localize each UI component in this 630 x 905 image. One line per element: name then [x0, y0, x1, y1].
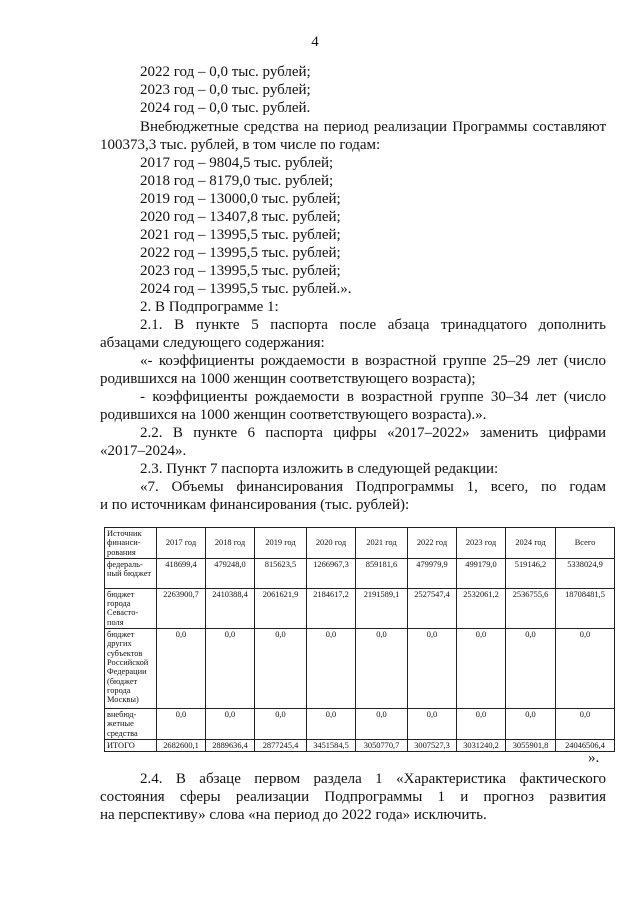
paragraph-line: 2.4. В абзаце первом раздела 1 «Характеристика фактического [140, 771, 606, 787]
row-label: бюджет города Севасто-поля [105, 588, 157, 628]
table-row [105, 629, 615, 709]
header-year: 2021 год [356, 528, 408, 559]
table-cell: 815623,5 [255, 558, 307, 588]
text-line: 2024 год – 0,0 тыс. рублей. [140, 100, 311, 116]
paragraph-line: состояния сферы реализации Подпрограммы 1 и прогноз развития [100, 789, 606, 805]
year-item: 2023 год – 13995,5 тыс. рублей; [140, 263, 341, 279]
year-item: 2019 год – 13000,0 тыс. рублей; [140, 191, 341, 207]
table-cell: 0,0 [157, 709, 206, 740]
table-cell: 2410388,4 [206, 588, 255, 628]
paragraph-line: «2017–2024». [100, 443, 187, 459]
header-year: 2023 год [457, 528, 506, 559]
paragraph-line: 100373,3 тыс. рублей, в том числе по годам: [100, 137, 381, 153]
table-cell: 3007527,3 [408, 739, 457, 751]
header-year: 2020 год [307, 528, 356, 559]
year-item: 2018 год – 8179,0 тыс. рублей; [140, 173, 334, 189]
financing-table [104, 527, 615, 752]
table-cell: 0,0 [457, 709, 506, 740]
table-cell: 3031240,2 [457, 739, 506, 751]
table-cell: 3055901,8 [506, 739, 556, 751]
row-label: федераль-ный бюджет [105, 558, 157, 588]
row-label: бюджет других субъектов Российской Федерации (бюджет города Москвы) [105, 629, 157, 709]
table-cell: 859181,6 [356, 558, 408, 588]
table-header-row [105, 528, 615, 559]
table-cell: 3451584,5 [307, 739, 356, 751]
text-line: 2022 год – 0,0 тыс. рублей; [140, 64, 311, 80]
page-number: 4 [311, 34, 319, 50]
table-row [105, 709, 615, 740]
header-source: Источник финанси-рования [105, 528, 157, 559]
paragraph-line: «- коэффициенты рождаемости в возрастной группе 25–29 лет (число [140, 353, 606, 369]
table-cell: 0,0 [255, 629, 307, 709]
row-label: внебюд-жетные средства [105, 709, 157, 740]
table-cell: 0,0 [408, 629, 457, 709]
header-total: Всего [556, 528, 615, 559]
table-cell: 0,0 [206, 709, 255, 740]
header-year: 2024 год [506, 528, 556, 559]
table-cell: 0,0 [157, 629, 206, 709]
paragraph-line: «7. Объемы финансирования Подпрограммы 1, всего, по годам [140, 479, 606, 495]
paragraph-line: на перспективу» слова «на период до 2022 года» исключить. [100, 807, 487, 823]
year-item: 2017 год – 9804,5 тыс. рублей; [140, 155, 334, 171]
year-item: 2022 год – 13995,5 тыс. рублей; [140, 245, 341, 261]
year-item: 2020 год – 13407,8 тыс. рублей; [140, 209, 341, 225]
year-item: 2024 год – 13995,5 тыс. рублей.». [140, 281, 352, 297]
paragraph-line: абзацами следующего содержания: [100, 335, 325, 351]
table-cell: 519146,2 [506, 558, 556, 588]
header-year: 2017 год [157, 528, 206, 559]
paragraph-line: Внебюджетные средства на период реализации Программы составляют [140, 119, 606, 135]
table-cell: 0,0 [356, 629, 408, 709]
table-cell: 2536755,6 [506, 588, 556, 628]
table-cell-total: 5338024,9 [556, 558, 615, 588]
table-cell-total: 24046506,4 [556, 739, 615, 751]
paragraph-line: родившихся на 1000 женщин соответствующего возраста).». [100, 407, 487, 423]
row-label: ИТОГО [105, 739, 157, 751]
table-cell: 2061621,9 [255, 588, 307, 628]
table-cell: 0,0 [457, 629, 506, 709]
table-cell: 2263900,7 [157, 588, 206, 628]
table-cell: 0,0 [408, 709, 457, 740]
table-cell: 418699,4 [157, 558, 206, 588]
table-cell: 2527547,4 [408, 588, 457, 628]
paragraph-line: - коэффициенты рождаемости в возрастной группе 30–34 лет (число [140, 389, 606, 405]
table-cell-total: 0,0 [556, 709, 615, 740]
paragraph-line: 2.3. Пункт 7 паспорта изложить в следующей редакции: [140, 461, 499, 477]
table-cell: 0,0 [506, 709, 556, 740]
table-row [105, 588, 615, 628]
table-cell: 2889636,4 [206, 739, 255, 751]
table-cell: 2184617,2 [307, 588, 356, 628]
table-cell: 3050770,7 [356, 739, 408, 751]
paragraph-line: родившихся на 1000 женщин соответствующего возраста); [100, 371, 476, 387]
table-cell: 0,0 [206, 629, 255, 709]
table-cell: 0,0 [307, 629, 356, 709]
table-cell: 479248,0 [206, 558, 255, 588]
table-cell: 0,0 [255, 709, 307, 740]
paragraph-line: 2.1. В пункте 5 паспорта после абзаца тринадцатого дополнить [140, 317, 606, 333]
table-cell: 479979,9 [408, 558, 457, 588]
table-row [105, 558, 615, 588]
table-cell: 0,0 [506, 629, 556, 709]
header-year: 2022 год [408, 528, 457, 559]
table-cell: 2532061,2 [457, 588, 506, 628]
table-cell-total: 0,0 [556, 629, 615, 709]
paragraph-line: и по источникам финансирования (тыс. рублей): [100, 497, 410, 513]
table-cell-total: 18708481,5 [556, 588, 615, 628]
table-cell: 2682600,1 [157, 739, 206, 751]
table-cell: 499179,0 [457, 558, 506, 588]
table-cell: 2877245,4 [255, 739, 307, 751]
table-cell: 1266967,3 [307, 558, 356, 588]
item-heading: 2. В Подпрограмме 1: [140, 299, 279, 315]
year-item: 2021 год – 13995,5 тыс. рублей; [140, 227, 341, 243]
paragraph-line: 2.2. В пункте 6 паспорта цифры «2017–2022» заменить цифрами [140, 425, 606, 441]
header-year: 2019 год [255, 528, 307, 559]
header-year: 2018 год [206, 528, 255, 559]
table-cell: 2191589,1 [356, 588, 408, 628]
table-close-quote: ». [588, 750, 600, 766]
table-cell: 0,0 [356, 709, 408, 740]
text-line: 2023 год – 0,0 тыс. рублей; [140, 82, 311, 98]
table-cell: 0,0 [307, 709, 356, 740]
table-row-total [105, 739, 615, 751]
